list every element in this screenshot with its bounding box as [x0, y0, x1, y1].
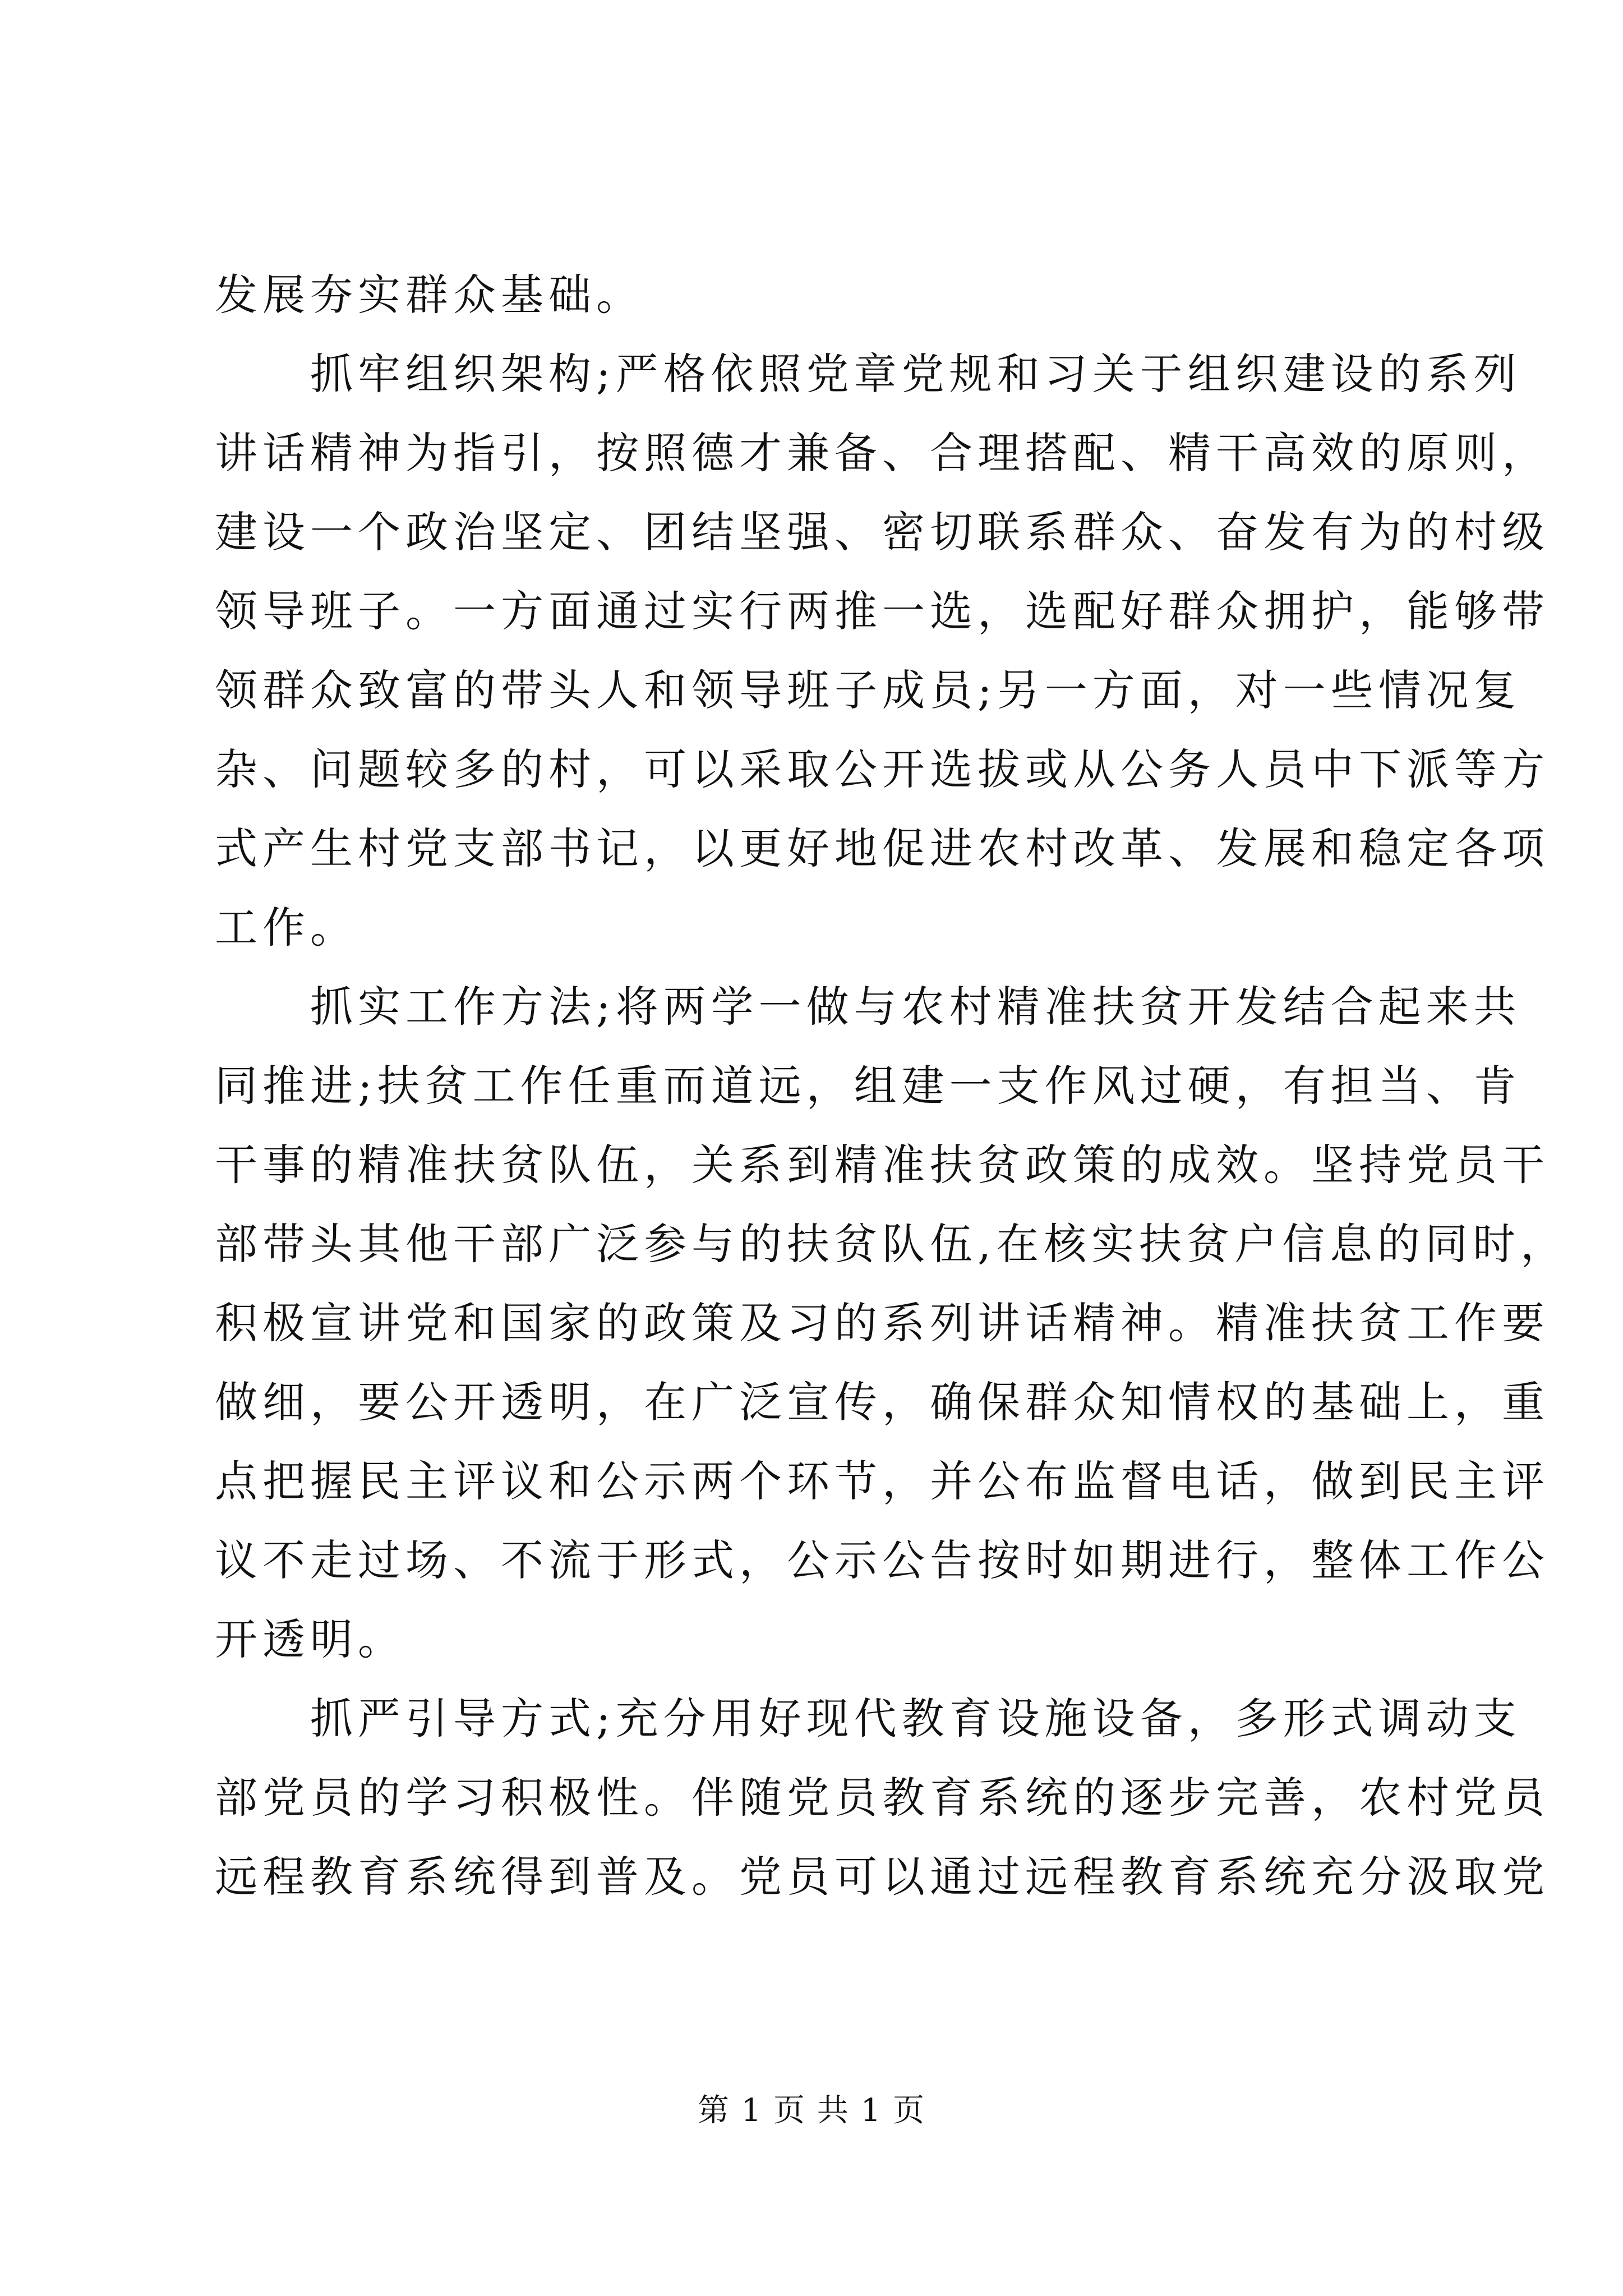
- text-line: 点把握民主评议和公示两个环节，并公布监督电话，做到民主评: [215, 1456, 1550, 1506]
- text-line: 远程教育系统得到普及。党员可以通过远程教育系统充分汲取党: [215, 1852, 1550, 1902]
- text-line: 发展夯实群众基础。: [215, 270, 644, 320]
- text-line: 开透明。: [215, 1614, 405, 1664]
- text-line: 干事的精准扶贫队伍，关系到精准扶贫政策的成效。坚持党员干: [215, 1140, 1550, 1190]
- text-line: 部党员的学习积极性。伴随党员教育系统的逐步完善，农村党员: [215, 1773, 1550, 1823]
- text-line: 讲话精神为指引，按照德才兼备、合理搭配、精干高效的原则，: [215, 428, 1550, 478]
- text-line: 同推进;扶贫工作任重而道远，组建一支作风过硬，有担当、肯: [215, 1061, 1521, 1111]
- text-line: 议不走过场、不流于形式，公示公告按时如期进行，整体工作公: [215, 1535, 1550, 1585]
- text-line: 建设一个政治坚定、团结坚强、密切联系群众、奋发有为的村级: [215, 507, 1550, 557]
- text-line: 式产生村党支部书记，以更好地促进农村改革、发展和稳定各项: [215, 823, 1550, 873]
- text-line: 领群众致富的带头人和领导班子成员;另一方面，对一些情况复: [215, 665, 1521, 715]
- text-line: 积极宣讲党和国家的政策及习的系列讲话精神。精准扶贫工作要: [215, 1298, 1550, 1348]
- paragraph-method-start: 抓实工作方法;将两学一做与农村精准扶贫开发结合起来共: [310, 982, 1521, 1032]
- text-line: 工作。: [215, 903, 358, 953]
- text-line: 杂、问题较多的村，可以采取公开选拔或从公务人员中下派等方: [215, 744, 1550, 794]
- document-body: [215, 255, 1569, 1916]
- text-line: 做细，要公开透明，在广泛宣传，确保群众知情权的基础上，重: [215, 1377, 1550, 1427]
- paragraph-organization-start: 抓牢组织架构;严格依照党章党规和习关于组织建设的系列: [310, 349, 1521, 399]
- text-line: 部带头其他干部广泛参与的扶贫队伍,在核实扶贫户信息的同时，: [215, 1219, 1569, 1269]
- text-line: 领导班子。一方面通过实行两推一选，选配好群众拥护，能够带: [215, 586, 1550, 636]
- paragraph-guidance-start: 抓严引导方式;充分用好现代教育设施设备，多形式调动支: [310, 1694, 1521, 1743]
- page-footer: 第 1 页 共 1 页: [697, 2092, 926, 2129]
